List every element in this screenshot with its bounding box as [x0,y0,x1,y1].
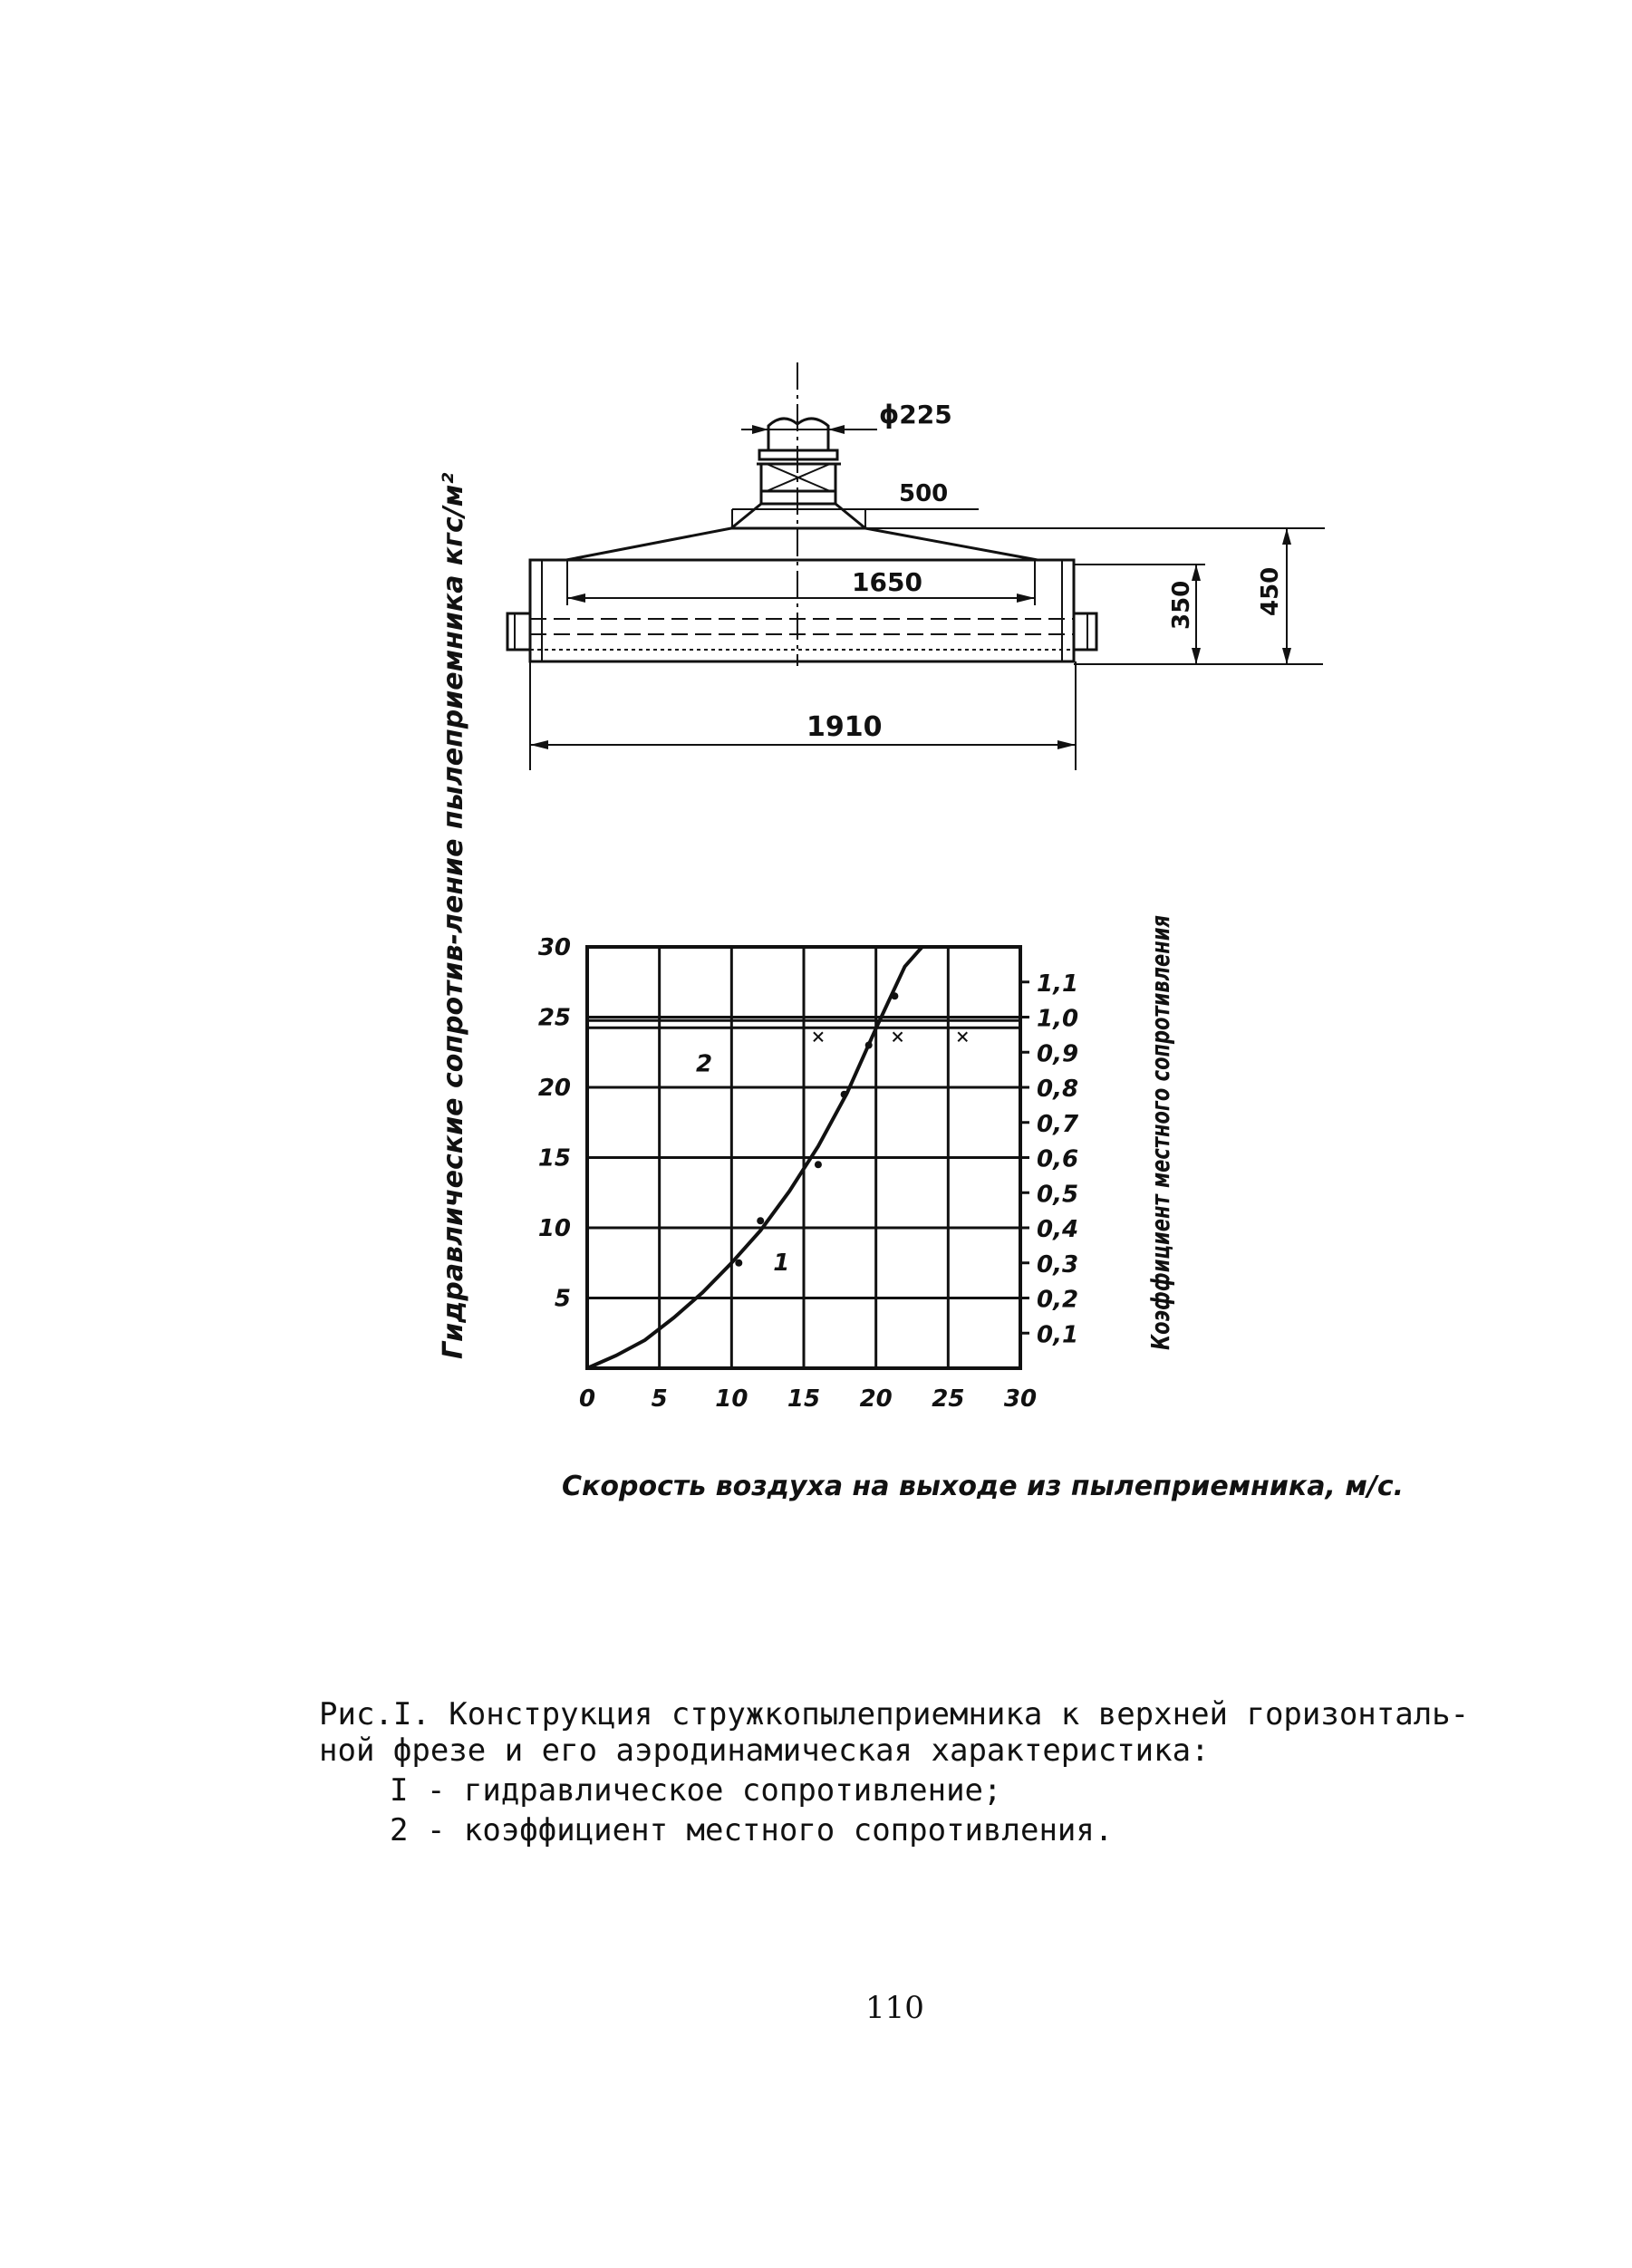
dim-pipe-label: ϕ225 [879,400,952,429]
chart-y-right-ticks [1020,970,1079,1349]
y-right-tick-label: 0,8 [1037,1076,1079,1103]
y-left-tick-label: 30 [537,934,571,961]
x-tick-label: 5 [651,1385,668,1413]
series-1-point [815,1161,822,1168]
y-left-tick-label: 20 [537,1075,571,1102]
caption-line-2: ной фрезе и его аэродинамическая характеристика: [319,1732,1210,1769]
dim-total-height-label: 450 [1257,566,1284,616]
series-1-point [757,1217,764,1224]
x-tick-label: 10 [715,1385,748,1413]
x-tick-label: 20 [859,1385,893,1413]
dim-total-width-label: 1910 [806,711,883,743]
y-right-tick-label: 0,3 [1037,1250,1079,1279]
y-right-tick-label: 0,9 [1037,1040,1079,1068]
chart-grid [587,947,1020,1368]
x-axis-label: Скорость воздуха на выходе из пылеприемника, м/с. [562,1471,1405,1502]
caption-item-1: I - гидравлическое сопротивление; [390,1772,1002,1809]
series-1-label: 1 [773,1249,790,1277]
y-right-tick-label: 1,1 [1037,970,1079,998]
x-tick-label: 25 [932,1385,965,1413]
page-number: 110 [865,1990,924,2026]
series-2-point [958,1032,967,1041]
chart-x-ticks [579,1385,1037,1413]
y-right-tick-label: 0,5 [1037,1181,1079,1209]
series-1-point [735,1259,742,1267]
series-2-label: 2 [696,1050,713,1078]
y-right-tick-label: 0,7 [1037,1110,1079,1138]
y-left-tick-label: 25 [537,1004,571,1032]
y-right-tick-label: 0,1 [1037,1321,1079,1349]
y-left-tick-label: 5 [554,1285,571,1313]
x-tick-label: 0 [578,1385,596,1413]
series-1-point [841,1091,848,1098]
series-1-point [891,992,898,999]
series-2-point [893,1032,903,1041]
y-left-tick-label: 15 [537,1144,571,1173]
y-right-tick-label: 0,4 [1037,1216,1079,1243]
y-right-tick-label: 0,2 [1037,1286,1079,1314]
x-tick-label: 15 [787,1385,821,1413]
series-2-point [814,1032,823,1041]
dim-flange-label: 500 [899,480,949,507]
dim-body-height-label: 350 [1168,580,1195,630]
y-axis-right-label: Коэффициент местного сопротивления [1145,770,1175,1350]
figure-caption [319,1696,1515,1848]
chart-y-left-ticks [538,934,571,1313]
caption-item-2: 2 - коэффициент местного сопротивления. [390,1812,1114,1848]
caption-line-1: Рис.I. Конструкция стружкопылеприемника к верхней горизонталь- [319,1696,1470,1732]
x-tick-label: 30 [1003,1385,1038,1413]
y-right-tick-label: 1,0 [1037,1005,1079,1033]
series-1-point [865,1042,873,1049]
y-axis-left-label: Гидравлические сопротив-ление пылеприемника кгс/м² [438,472,469,1359]
dim-inner-label: 1650 [852,567,922,597]
y-right-tick-label: 0,6 [1037,1145,1079,1173]
y-left-tick-label: 10 [537,1215,571,1242]
